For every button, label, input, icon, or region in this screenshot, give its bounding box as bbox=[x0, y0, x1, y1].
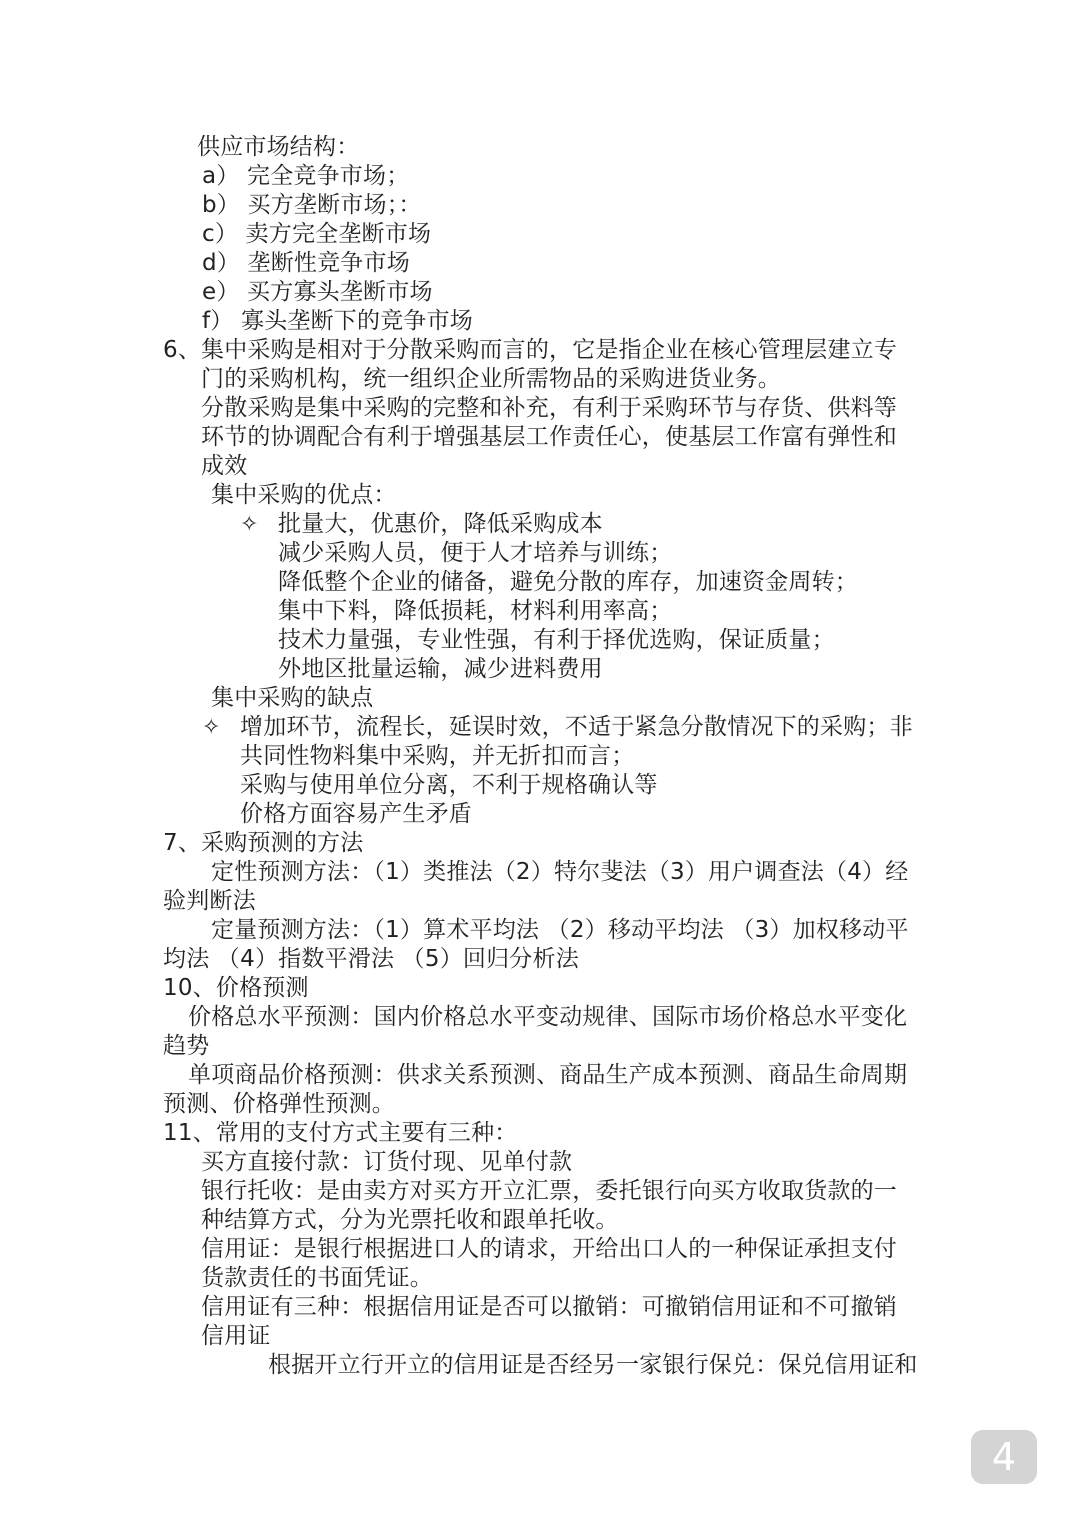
section6-line-2: 门的采购机构，统一组织企业所需物品的采购进货业务。 bbox=[201, 366, 781, 392]
section10-line-1: 价格总水平预测：国内价格总水平变动规律、国际市场价格总水平变化 bbox=[188, 1004, 908, 1030]
disadvantage-item-3: 采购与使用单位分离，不利于规格确认等 bbox=[240, 772, 658, 798]
market-item-d: d） 垄断性竞争市场 bbox=[202, 250, 410, 276]
section11-line-1: 买方直接付款：订货付现、见单付款 bbox=[201, 1149, 573, 1175]
section7-line-3: 定量预测方法：（1）算术平均法 （2）移动平均法 （3）加权移动平 bbox=[211, 917, 909, 943]
disadvantage-item-4: 价格方面容易产生矛盾 bbox=[240, 801, 472, 827]
section11-line-3: 种结算方式，分为光票托收和跟单托收。 bbox=[201, 1207, 619, 1233]
section7-line-2: 验判断法 bbox=[163, 888, 256, 914]
section11-line-4: 信用证：是银行根据进口人的请求，开给出口人的一种保证承担支付 bbox=[201, 1236, 897, 1262]
advantage-item-1: 批量大，优惠价，降低采购成本 bbox=[278, 511, 603, 537]
section7-line-1: 定性预测方法：（1）类推法（2）特尔斐法（3）用户调查法（4）经 bbox=[211, 859, 909, 885]
market-item-f: f） 寡头垄断下的竞争市场 bbox=[202, 308, 474, 334]
section10-line-3: 单项商品价格预测：供求关系预测、商品生产成本预测、商品生命周期 bbox=[188, 1062, 908, 1088]
section11-line-8: 根据开立行开立的信用证是否经另一家银行保兑：保兑信用证和 bbox=[268, 1352, 918, 1378]
section11-line-7: 信用证 bbox=[201, 1323, 271, 1349]
section11-line-5: 货款责任的书面凭证。 bbox=[201, 1265, 433, 1291]
section11-line-6: 信用证有三种：根据信用证是否可以撤销：可撤销信用证和不可撤销 bbox=[201, 1294, 897, 1320]
disadvantage-item-2: 共同性物料集中采购，并无折扣而言； bbox=[240, 743, 635, 769]
market-item-c: c） 卖方完全垄断市场 bbox=[202, 221, 432, 247]
page-number-badge: 4 bbox=[971, 1430, 1037, 1484]
section10-heading: 10、价格预测 bbox=[163, 975, 309, 1001]
disadvantages-heading: 集中采购的缺点 bbox=[211, 685, 374, 711]
diamond-bullet-icon: ✧ bbox=[202, 715, 221, 740]
section6-line-5: 成效 bbox=[201, 453, 248, 479]
market-item-a: a） 完全竞争市场； bbox=[202, 163, 410, 189]
section11-heading: 11、常用的支付方式主要有三种： bbox=[163, 1120, 518, 1146]
advantage-item-5: 技术力量强，专业性强，有利于择优选购，保证质量； bbox=[278, 627, 835, 653]
section6-line-3: 分散采购是集中采购的完整和补充，有利于采购环节与存货、供料等 bbox=[201, 395, 897, 421]
market-structure-heading: 供应市场结构： bbox=[197, 134, 360, 160]
market-item-b: b） 买方垄断市场；： bbox=[202, 192, 422, 218]
section6-line-4: 环节的协调配合有利于增强基层工作责任心，使基层工作富有弹性和 bbox=[201, 424, 897, 450]
section6-line-1: 6、集中采购是相对于分散采购而言的，它是指企业在核心管理层建立专 bbox=[163, 337, 898, 363]
advantages-heading: 集中采购的优点： bbox=[211, 482, 397, 508]
section10-line-2: 趋势 bbox=[163, 1033, 210, 1059]
market-item-e: e） 买方寡头垄断市场 bbox=[202, 279, 433, 305]
section11-line-2: 银行托收：是由卖方对买方开立汇票，委托银行向买方收取货款的一 bbox=[201, 1178, 897, 1204]
advantage-item-6: 外地区批量运输，减少进料费用 bbox=[278, 656, 603, 682]
advantage-item-2: 减少采购人员，便于人才培养与训练； bbox=[278, 540, 673, 566]
section7-line-4: 均法 （4）指数平滑法 （5）回归分析法 bbox=[163, 946, 579, 972]
section7-heading: 7、采购预测的方法 bbox=[163, 830, 364, 856]
disadvantage-item-1: 增加环节，流程长，延误时效，不适于紧急分散情况下的采购；非 bbox=[240, 714, 913, 740]
advantage-item-4: 集中下料，降低损耗，材料利用率高； bbox=[278, 598, 673, 624]
section10-line-4: 预测、价格弹性预测。 bbox=[163, 1091, 395, 1117]
advantage-item-3: 降低整个企业的储备，避免分散的库存，加速资金周转； bbox=[278, 569, 858, 595]
diamond-bullet-icon: ✧ bbox=[240, 512, 259, 537]
